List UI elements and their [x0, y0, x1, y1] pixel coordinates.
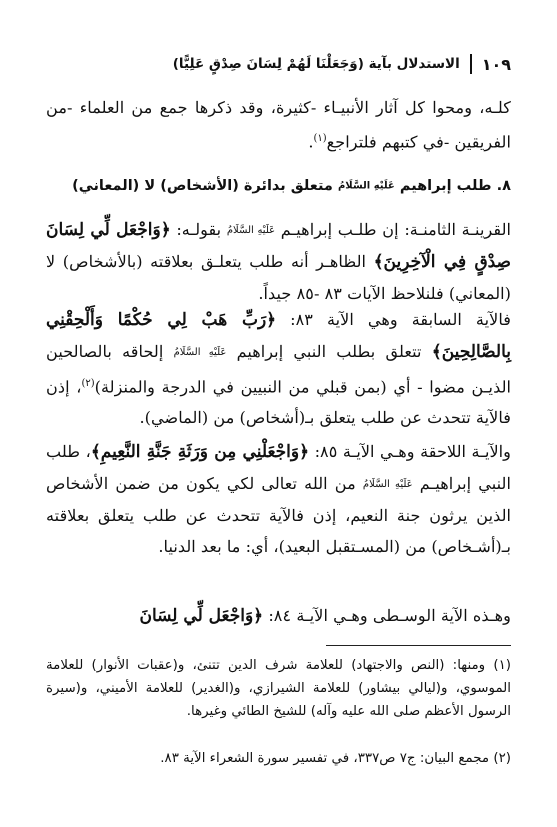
quran-quote: ﴿وَاجْعَل لِّي لِسَانَ صِدْقٍ فِي الْآخِرِينَ﴾: [46, 220, 511, 272]
header-title: الاستدلال بآية (وَجَعَلْنَا لَهُمْ لِسَانَ صِدْقٍ عَلِيًّا): [172, 56, 460, 72]
paragraph-2: [46, 214, 511, 309]
paragraph-4: [46, 436, 511, 562]
paragraph-3-text-a: فالآية السابقة وهي الآية ٨٣:: [290, 310, 511, 329]
paragraph-1: كلـه، ومحوا كل آثار الأنبيـاء -كثيرة، وقد ذكرها جمع من العلماء -من الفريقين -في كتبهم فلتراجع$^{(١)}$.: [46, 98, 511, 152]
paragraph-4-text-c: من الله تعالى لكي يكون من ضمن الأشخاص الذين يرثون جنة النعيم، إذن فالآية تتحدث عن طلب يتعلق بعلاقته بـ(أشـخاص) من (المسـتقبل البعيد)، أي: ما بعد الدنيا.: [46, 474, 511, 556]
paragraph-3-text-b: تتعلق بطلب النبي إبراهيم: [236, 342, 422, 361]
paragraph-5: [46, 600, 511, 632]
paragraph-4-text-a: والآيـة اللاحقة وهـي الآيـة ٨٥:: [314, 442, 511, 461]
paragraph-2-text-a: القرينـة الثامنـة: إن طلـب إبراهيـم: [280, 220, 512, 239]
page-number: ١٠٩: [481, 54, 511, 74]
honorific-glyph: عَلَيْهِ السَّلَامُ: [337, 180, 395, 192]
quran-quote: ﴿وَاجْعَلْنِي مِن وَرَثَةِ جَنَّةِ النَّعِيمِ﴾: [90, 442, 310, 462]
paragraph-3: [46, 304, 511, 433]
paragraph-2-text-c: الظاهـر أنه طلب يتعلـق بعلاقته (بالأشخاص) لا (المعاني) فلنلاحظ الآيات ٨٣ -٨٥ جيداً.: [46, 252, 511, 303]
heading-after: متعلق بدائرة (الأشخاص) لا (المعاني): [72, 178, 333, 194]
paragraph-1-text: كلـه، ومحوا كل آثار الأنبيـاء -كثيرة، وقد ذكرها جمع من العلماء -من الفريقين -في كتبهم فلتراجع: [46, 98, 511, 152]
heading-before: طلب إبراهيم: [399, 178, 492, 194]
paragraph-3-text-d: ، إذن فالآية تتحدث عن طلب يتعلق بـ(أشخاص) من (الماضي).: [46, 377, 511, 428]
footnote-2: (٢) مجمع البيان: ج٧ ص٣٣٧، في تفسير سورة الشعراء الآية ٨٣.: [160, 751, 511, 766]
footnote-ref-1: (١): [313, 133, 327, 144]
running-header: [46, 50, 511, 78]
honorific-glyph: عَلَيْهِ السَّلَامُ: [362, 479, 413, 490]
footnote-ref-2: (٢): [81, 378, 95, 389]
header-separator: [470, 54, 472, 74]
section-heading: [46, 178, 511, 194]
heading-number: ٨.: [496, 178, 511, 194]
quran-quote: ﴿رَبِّ هَبْ لِي حُكْمًا وَأَلْحِقْنِي بِالصَّالِحِينَ﴾: [46, 310, 511, 362]
honorific-glyph: عَلَيْهِ السَّلَامُ: [173, 347, 227, 358]
paragraph-5-text-a: وهـذه الآية الوسـطى وهـي الآيـة ٨٤:: [268, 606, 511, 625]
quran-quote: ﴿وَاجْعَل لِّي لِسَانَ: [139, 606, 264, 626]
paragraph-4-text-b: ، طلب النبي إبراهيـم: [46, 442, 511, 493]
footnote-1: (١) ومنها: (النص والاجتهاد) للعلامة شرف الدين تتنئ، و(عقبات الأنوار) للعلامة الموسوي، و(ليالي بيشاور) للعلامة الشيرازي، و(الغدير) للعلامة الأميني، و(سيرة الرسول الأعظم صلى الله عليه وآله) للشيخ الطائي وغيرها.: [46, 658, 511, 719]
honorific-glyph: عَلَيْهِ السَّلَامُ: [226, 225, 276, 236]
paragraph-3-text-c: إلحاقه بالصالحين الذيـن مضوا - أي (بمن قبلي من النبيين في الدرجة والمنزلة): [46, 342, 511, 397]
paragraph-2-text-b: بقولـه:: [176, 220, 222, 239]
footnote-divider: [326, 645, 511, 646]
